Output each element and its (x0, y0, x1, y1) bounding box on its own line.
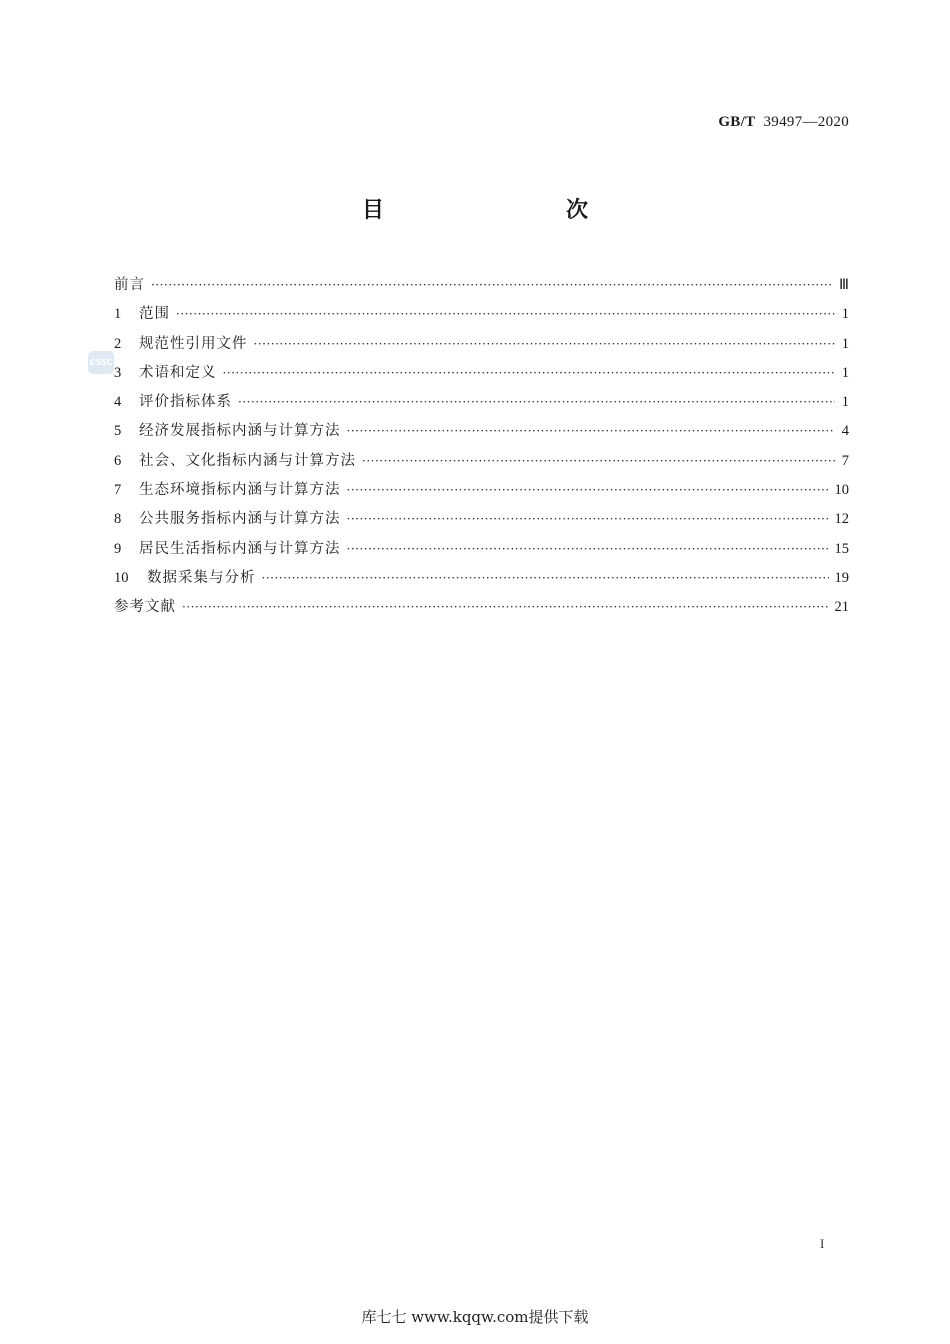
toc-leader-dots (347, 417, 836, 446)
toc-entry-10[interactable] (114, 564, 849, 593)
toc-entry-4[interactable] (114, 388, 849, 417)
toc-entry-page: 15 (834, 540, 849, 557)
toc-leader-dots (362, 447, 835, 476)
toc-entry-page: 19 (834, 569, 849, 586)
watermark-logo: CSSC (88, 351, 114, 374)
toc-leader-dots (238, 388, 835, 417)
toc-entry-label: 术语和定义 (139, 364, 217, 381)
toc-entry-page: Ⅲ (839, 277, 849, 293)
toc-entry-number: 1 (114, 306, 122, 323)
toc-entry-label: 居民生活指标内涵与计算方法 (139, 540, 341, 557)
toc-entry-number: 8 (114, 511, 122, 528)
toc-entry-label: 评价指标体系 (139, 394, 232, 411)
download-source-note: 库七七 www.kqqw.com提供下载 (361, 1308, 589, 1326)
toc-entry-label: 经济发展指标内涵与计算方法 (139, 423, 341, 440)
toc-entry-9[interactable] (114, 535, 849, 564)
toc-leader-dots (347, 505, 829, 534)
toc-entry-label: 公共服务指标内涵与计算方法 (139, 511, 341, 528)
toc-entry-label: 规范性引用文件 (139, 335, 248, 352)
toc-entry-label: 前言 (114, 277, 145, 293)
toc-entry-number: 10 (114, 569, 129, 586)
toc-entry-page: 7 (841, 452, 849, 469)
toc-entry-1[interactable] (114, 300, 849, 329)
toc-entry-7[interactable] (114, 476, 849, 505)
toc-leader-dots (223, 359, 836, 388)
toc-entry-label: 生态环境指标内涵与计算方法 (139, 482, 341, 499)
toc-entry-references[interactable] (114, 593, 849, 622)
toc-entry-2[interactable] (114, 330, 849, 359)
standard-number (718, 114, 849, 131)
toc-entry-3[interactable] (114, 359, 849, 388)
toc-entry-page: 1 (841, 364, 849, 381)
toc-entry-page: 12 (834, 511, 849, 528)
toc-leader-dots (254, 330, 836, 359)
toc-entry-5[interactable] (114, 417, 849, 446)
toc-entry-number: 2 (114, 335, 122, 352)
toc-entry-number: 9 (114, 540, 122, 557)
toc-leader-dots (182, 593, 829, 622)
toc-entry-6[interactable] (114, 447, 849, 476)
toc-entry-foreword[interactable] (114, 271, 849, 300)
toc-entry-number: 7 (114, 482, 122, 499)
toc-entry-label: 数据采集与分析 (147, 569, 256, 586)
page-title: 目 次 (361, 198, 634, 223)
toc-leader-dots (151, 271, 833, 300)
standard-year-number: 39497—2020 (763, 114, 849, 130)
table-of-contents (114, 271, 849, 623)
toc-entry-label: 社会、文化指标内涵与计算方法 (139, 452, 356, 469)
page-folio: I (820, 1236, 825, 1251)
toc-entry-page: 4 (841, 423, 849, 440)
toc-entry-label: 参考文献 (114, 599, 176, 616)
toc-leader-dots (176, 300, 835, 329)
toc-entry-page: 1 (841, 306, 849, 323)
toc-leader-dots (262, 564, 829, 593)
toc-entry-number: 3 (114, 364, 122, 381)
toc-leader-dots (347, 535, 829, 564)
toc-entry-number: 5 (114, 423, 122, 440)
toc-entry-page: 1 (841, 394, 849, 411)
toc-entry-page: 21 (834, 599, 849, 616)
toc-entry-number: 6 (114, 452, 122, 469)
toc-leader-dots (347, 476, 829, 505)
standard-code: GB/T (718, 114, 756, 130)
toc-entry-page: 10 (834, 482, 849, 499)
toc-entry-number: 4 (114, 394, 122, 411)
toc-entry-8[interactable] (114, 505, 849, 534)
toc-entry-label: 范围 (139, 306, 170, 323)
toc-entry-page: 1 (841, 335, 849, 352)
